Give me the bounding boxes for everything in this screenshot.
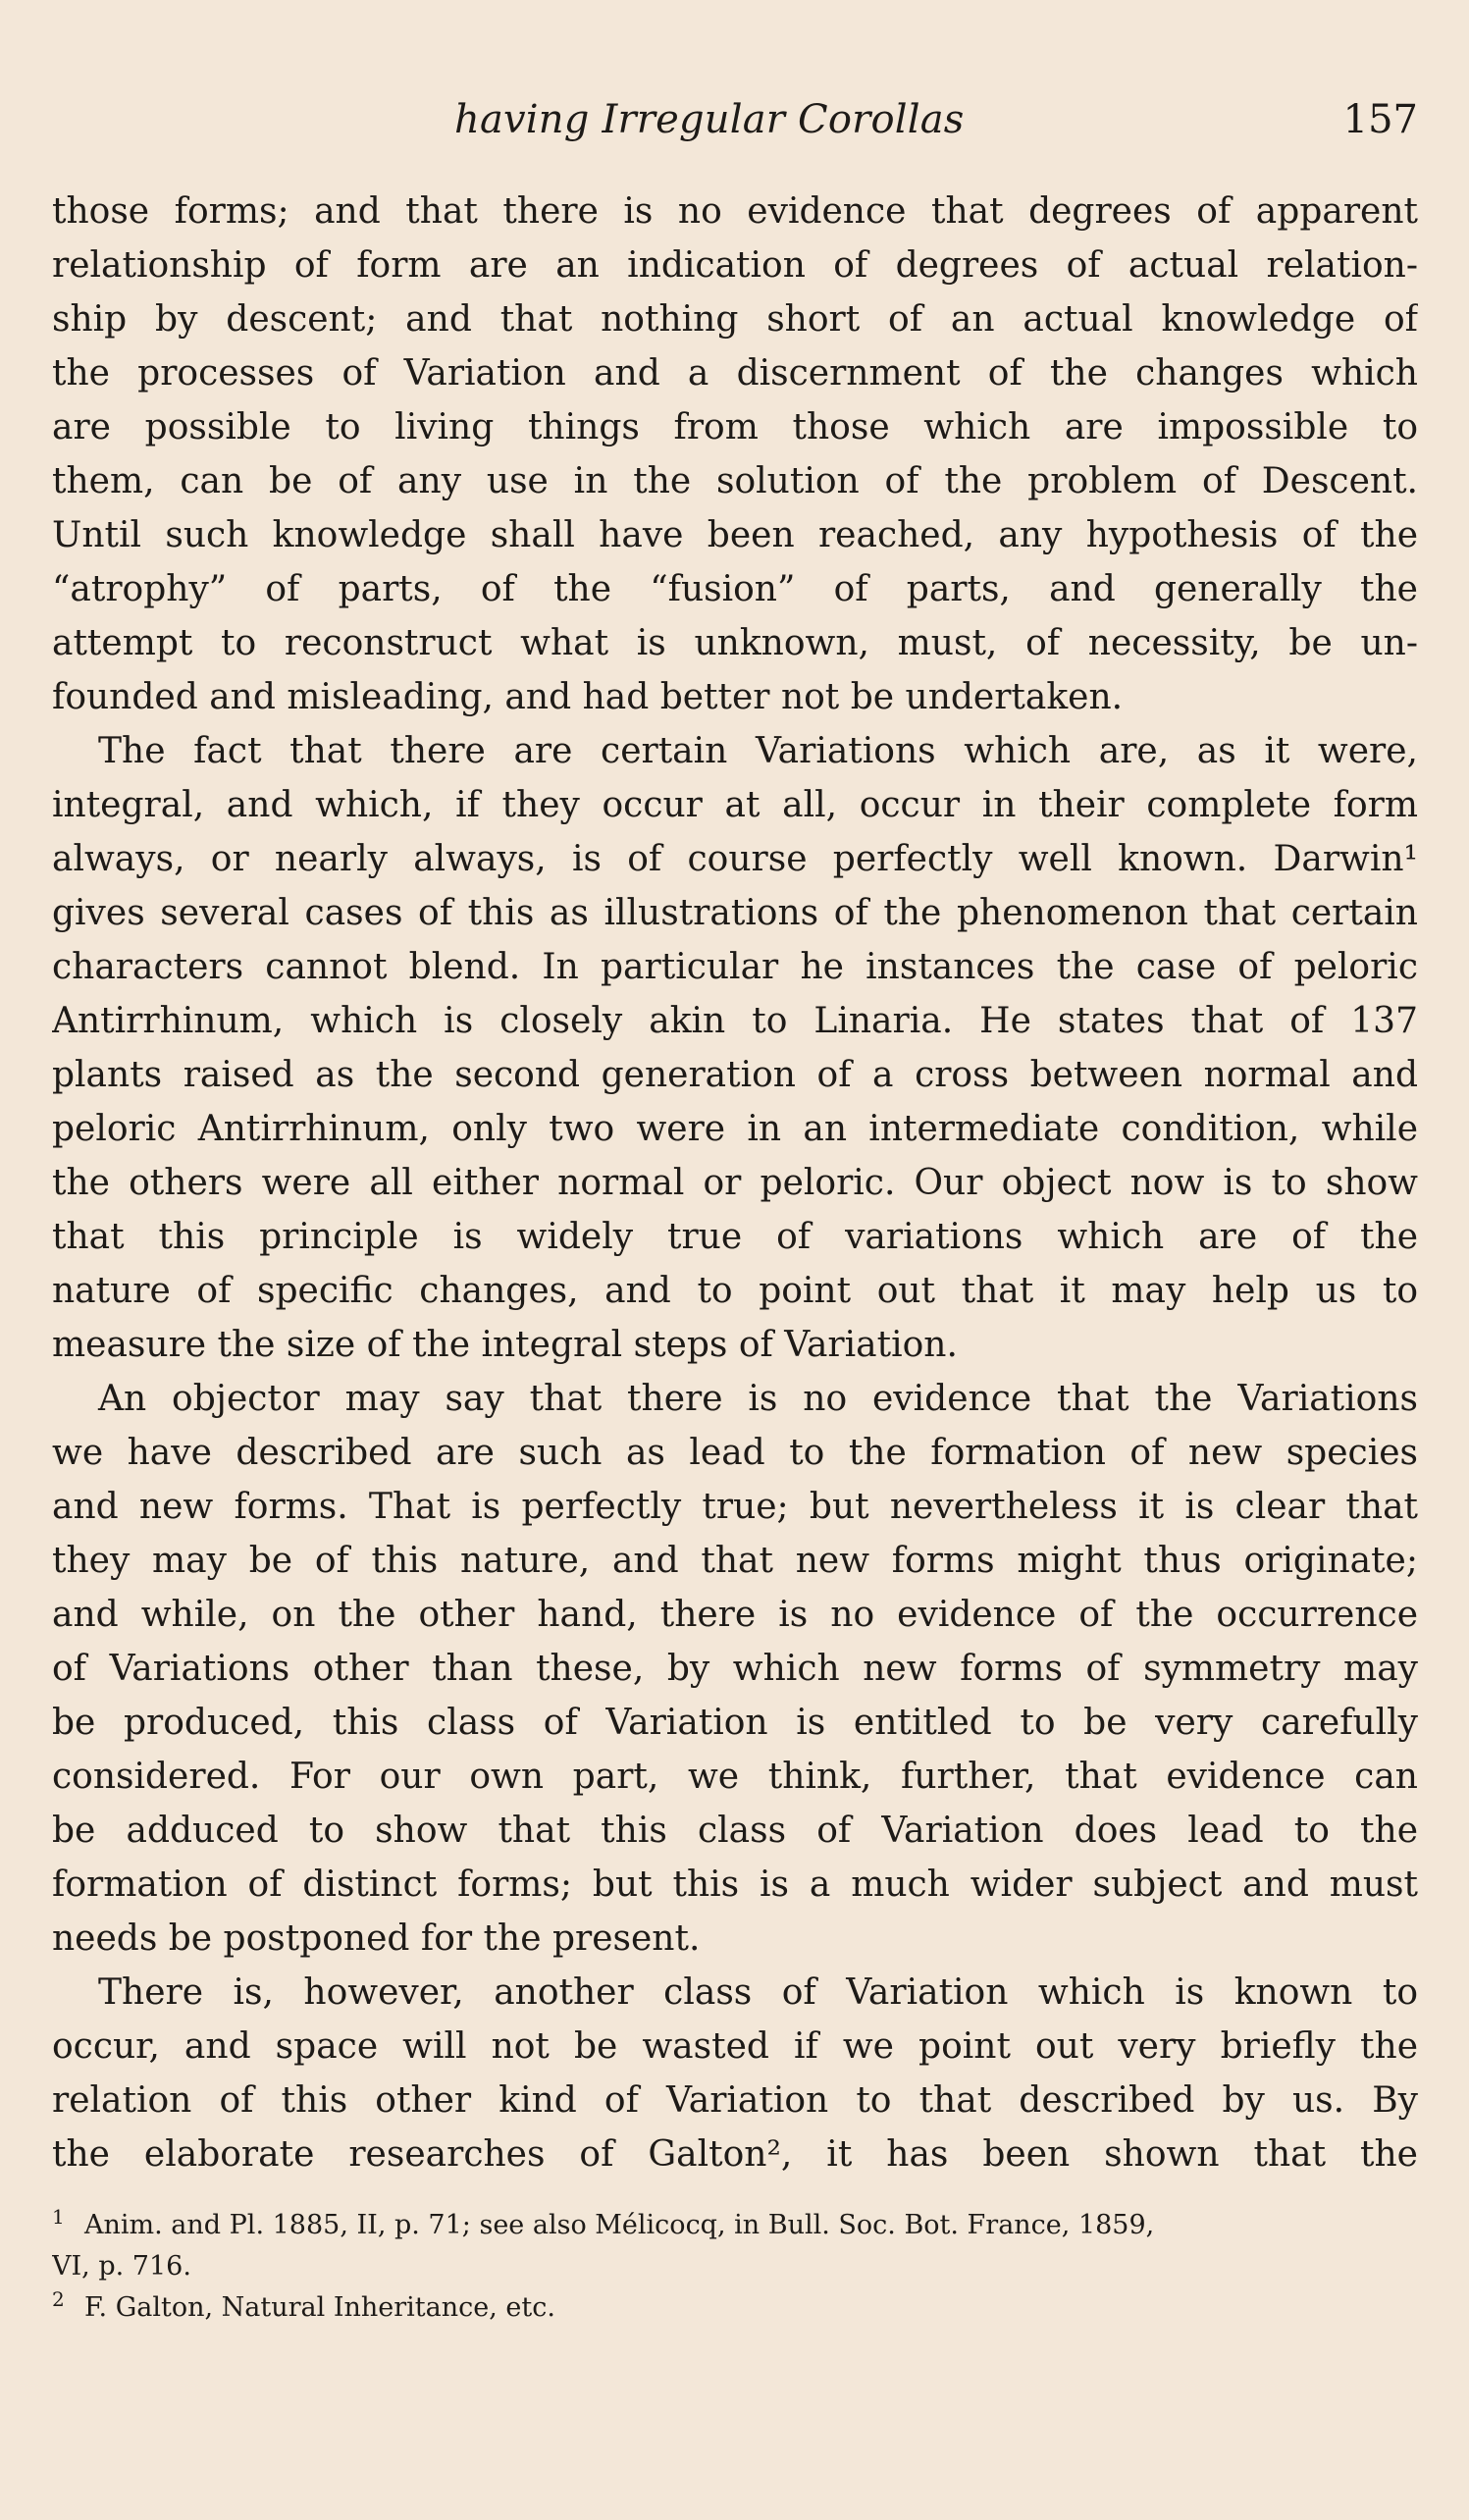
text-line: and while, on the other hand, there is no evidence of the occurrence	[52, 1595, 1418, 1635]
text-line: gives several cases of this as illustrations of the phenomenon that certain	[52, 893, 1418, 933]
footnote-text: Anim. and Pl. 1885, II, p. 71; see also Mélicocq, in Bull. Soc. Bot. France, 1859,	[84, 2210, 1155, 2240]
text-line: plants raised as the second generation of a cross between normal and	[52, 1055, 1418, 1095]
text-line: ship by descent; and that nothing short of an actual knowledge of	[52, 299, 1418, 340]
text-line: and new forms. That is perfectly true; but nevertheless it is clear that	[52, 1487, 1418, 1527]
text-line: the others were all either normal or peloric. Our object now is to show	[52, 1163, 1418, 1203]
text-line: they may be of this nature, and that new forms might thus originate;	[52, 1541, 1418, 1581]
footnote-text: F. Galton, Natural Inheritance, etc.	[84, 2292, 555, 2323]
text-line: relation of this other kind of Variation to that described by us. By	[52, 2080, 1418, 2121]
text-line: The fact that there are certain Variations which are, as it were,	[98, 731, 1418, 771]
text-line: of Variations other than these, by which new forms of symmetry may	[52, 1649, 1418, 1689]
paragraph-1	[52, 184, 1418, 724]
footnote-number: 2	[52, 2287, 65, 2311]
text-line: There is, however, another class of Variation which is known to	[98, 1972, 1418, 2013]
text-line: occur, and space will not be wasted if we point out very briefly the	[52, 2026, 1418, 2067]
text-line: Until such knowledge shall have been reached, any hypothesis of the	[52, 515, 1418, 555]
paragraph-2	[52, 724, 1418, 1372]
text-line: integral, and which, if they occur at all, occur in their complete form	[52, 785, 1418, 825]
page-number: 157	[1342, 97, 1418, 142]
text-line: formation of distinct forms; but this is a much wider subject and must	[52, 1864, 1418, 1905]
footnote-number: 1	[52, 2205, 65, 2229]
footnote-line: VI, p. 716.	[52, 2251, 191, 2282]
paragraph-4	[52, 1966, 1418, 2181]
text-line: peloric Antirrhinum, only two were in an intermediate condition, while	[52, 1109, 1418, 1149]
text-line: always, or nearly always, is of course perfectly well known. Darwin¹	[52, 839, 1418, 879]
text-line: those forms; and that there is no evidence that degrees of apparent	[52, 191, 1418, 232]
text-line: the elaborate researches of Galton², it has been shown that the	[52, 2134, 1418, 2175]
text-line: attempt to reconstruct what is unknown, must, of necessity, be un-	[52, 623, 1418, 663]
body-text	[52, 184, 1418, 2181]
text-line: are possible to living things from those which are impossible to	[52, 407, 1418, 447]
text-line: the processes of Variation and a discernment of the changes which	[52, 353, 1418, 394]
text-line: we have described are such as lead to the formation of new species	[52, 1433, 1418, 1473]
footnote-line	[52, 2205, 1418, 2246]
text-line: founded and misleading, and had better not be undertaken.	[52, 677, 1124, 717]
text-line: An objector may say that there is no evidence that the Variations	[98, 1379, 1418, 1419]
text-line: nature of specific changes, and to point out that it may help us to	[52, 1271, 1418, 1311]
text-line: characters cannot blend. In particular he instances the case of peloric	[52, 947, 1418, 987]
text-line: considered. For our own part, we think, further, that evidence can	[52, 1757, 1418, 1797]
footnote-1	[52, 2205, 1418, 2287]
text-line: “atrophy” of parts, of the “fusion” of parts, and generally the	[52, 569, 1418, 609]
footnote-line	[52, 2287, 1418, 2329]
running-head: having Irregular Corollas	[454, 97, 965, 142]
text-line: needs be postponed for the present.	[52, 1918, 701, 1959]
text-line: be adduced to show that this class of Variation does lead to the	[52, 1811, 1418, 1851]
text-line: them, can be of any use in the solution of the problem of Descent.	[52, 461, 1418, 501]
text-line: measure the size of the integral steps of Variation.	[52, 1325, 958, 1365]
text-line: that this principle is widely true of variations which are of the	[52, 1217, 1418, 1257]
paragraph-3	[52, 1372, 1418, 1966]
page-header	[52, 94, 1418, 153]
footnotes	[52, 2205, 1418, 2329]
text-line: Antirrhinum, which is closely akin to Linaria. He states that of 137	[52, 1001, 1418, 1041]
text-line: be produced, this class of Variation is entitled to be very carefully	[52, 1703, 1418, 1743]
footnote-2	[52, 2287, 1418, 2329]
text-line: relationship of form are an indication of degrees of actual relation-	[52, 245, 1418, 286]
